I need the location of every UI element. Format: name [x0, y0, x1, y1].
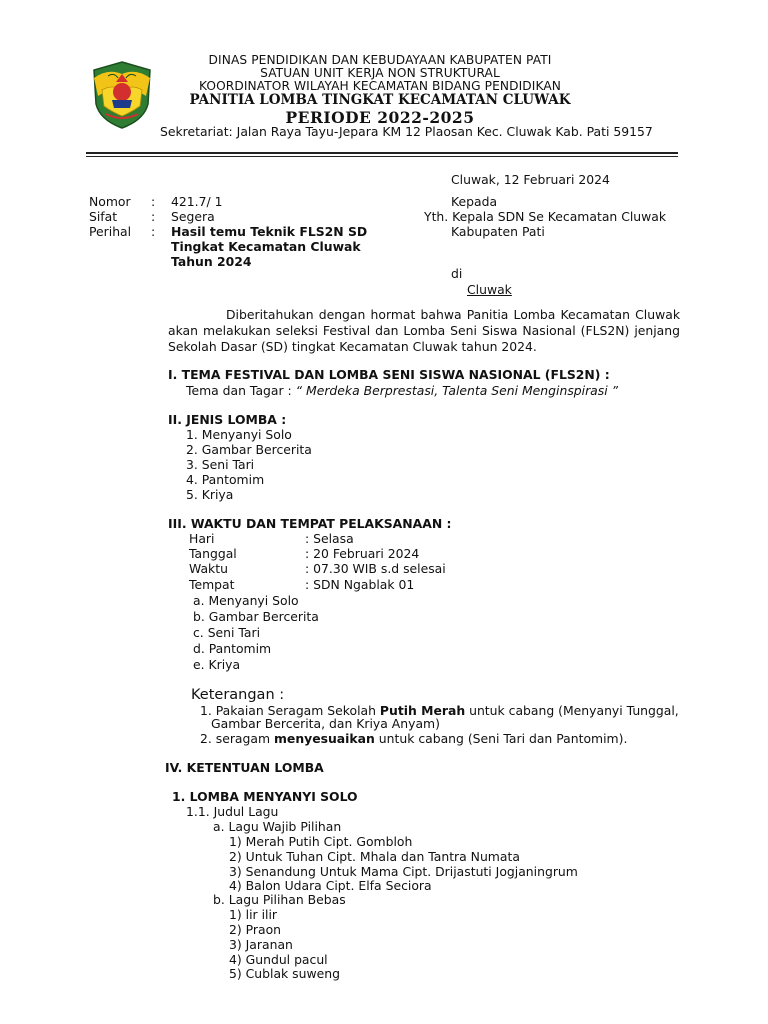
tema-label: Tema dan Tagar :: [186, 383, 296, 398]
keterangan-title: Keterangan :: [191, 687, 285, 703]
section4-sub1: 1. LOMBA MENYANYI SOLO: [172, 789, 358, 804]
list-item: 1) Merah Putih Cipt. Gombloh: [229, 834, 413, 849]
recipient-kab: Kabupaten Pati: [451, 224, 545, 239]
intro-paragraph: Diberitahukan dengan hormat bahwa Panitia Lomba Kecamatan Cluwak akan melakukan seleksi Festival dan Lomba Seni Siswa Nasional (FLS2N) jenjang Sekolah Dasar (SD) tingkat Kecamatan Cluwak tahun 2024.: [168, 307, 680, 354]
perihal-line1: Hasil temu Teknik FLS2N SD: [171, 224, 368, 239]
letterhead-line3: KOORDINATOR WILAYAH KECAMATAN BIDANG PENDIDIKAN: [198, 79, 562, 93]
list-item: a. Menyanyi Solo: [193, 593, 299, 608]
wajib-heading: a. Lagu Wajib Pilihan: [213, 819, 342, 834]
list-item: 3) Jaranan: [229, 937, 293, 952]
list-item: 1) lir ilir: [229, 907, 277, 922]
bebas-heading: b. Lagu Pilihan Bebas: [213, 892, 346, 907]
list-item: 4) Gundul pacul: [229, 952, 328, 967]
list-item: e. Kriya: [193, 657, 241, 672]
nomor-label: Nomor: [89, 194, 131, 209]
tempat-value: : SDN Ngablak 01: [305, 577, 415, 592]
date-place: Cluwak, 12 Februari 2024: [451, 172, 610, 187]
waktu-label: Waktu: [189, 561, 228, 576]
letterhead-address: Sekretariat: Jalan Raya Tayu-Jepara KM 12 Plaosan Kec. Cluwak Kab. Pati 59157: [160, 124, 653, 139]
list-item: d. Pantomim: [193, 641, 272, 656]
sifat-value: Segera: [171, 209, 215, 224]
sifat-label: Sifat: [89, 209, 118, 224]
list-item: c. Seni Tari: [193, 625, 261, 640]
list-item: 3. Seni Tari: [186, 457, 255, 472]
keterangan-item1-bold: Putih Merah: [379, 703, 466, 718]
section4-heading: IV. KETENTUAN LOMBA: [165, 760, 324, 775]
tanggal-value: : 20 Februari 2024: [305, 546, 420, 561]
keterangan-item1-prefix: 1. Pakaian Seragam Sekolah: [200, 703, 380, 718]
list-item: 4) Balon Udara Cipt. Elfa Seciora: [229, 878, 432, 893]
letterhead-title: PANITIA LOMBA TINGKAT KECAMATAN CLUWAK: [189, 92, 571, 108]
keterangan-item2-bold: menyesuaikan: [274, 731, 375, 746]
header-divider-thin: [86, 156, 678, 157]
list-item: 2) Praon: [229, 922, 282, 937]
perihal-line2: Tingkat Kecamatan Cluwak: [171, 239, 361, 254]
list-item: 2. Gambar Bercerita: [186, 442, 312, 457]
tempat-label: Tempat: [189, 577, 235, 592]
sifat-colon: :: [151, 209, 156, 224]
keterangan-item1-line2: Gambar Bercerita, dan Kriya Anyam): [211, 716, 440, 731]
pati-regency-emblem-icon: [88, 60, 156, 130]
recipient-kepada: Kepada: [451, 194, 498, 209]
hari-value: : Selasa: [305, 531, 354, 546]
keterangan-item2: [200, 731, 627, 746]
letterhead-periode: PERIODE 2022-2025: [285, 108, 475, 127]
hari-label: Hari: [189, 531, 215, 546]
waktu-value: : 07.30 WIB s.d selesai: [305, 561, 446, 576]
keterangan-item2-prefix: 2. seragam: [200, 731, 274, 746]
list-item: 1. Menyanyi Solo: [186, 427, 292, 442]
section1-tema: [186, 383, 618, 398]
list-item: 5. Kriya: [186, 487, 234, 502]
section1-heading: I. TEMA FESTIVAL DAN LOMBA SENI SISWA NASIONAL (FLS2N) :: [168, 367, 610, 382]
nomor-colon: :: [151, 194, 156, 209]
letterhead-line1: DINAS PENDIDIKAN DAN KEBUDAYAAN KABUPATEN PATI: [208, 53, 552, 67]
list-item: 2) Untuk Tuhan Cipt. Mhala dan Tantra Numata: [229, 849, 520, 864]
list-item: 3) Senandung Untuk Mama Cipt. Drijastuti Jogjaningrum: [229, 864, 578, 879]
letterhead-line2: SATUAN UNIT KERJA NON STRUKTURAL: [260, 66, 500, 80]
keterangan-item1-suffix: untuk cabang (Menyanyi Tunggal,: [465, 703, 679, 718]
tanggal-label: Tanggal: [189, 546, 237, 561]
list-item: 4. Pantomim: [186, 472, 265, 487]
tema-value: “ Merdeka Berprestasi, Talenta Seni Menginspirasi ”: [295, 383, 619, 398]
header-divider-thick: [86, 152, 678, 154]
recipient-place: Cluwak: [467, 282, 512, 297]
perihal-colon: :: [151, 224, 156, 239]
perihal-line3: Tahun 2024: [171, 254, 252, 269]
nomor-value: 421.7/ 1: [171, 194, 223, 209]
list-item: 5) Cublak suweng: [229, 966, 340, 981]
keterangan-item2-suffix: untuk cabang (Seni Tari dan Pantomim).: [374, 731, 628, 746]
recipient-yth: Yth. Kepala SDN Se Kecamatan Cluwak: [424, 209, 667, 224]
recipient-di: di: [451, 266, 463, 281]
section2-heading: II. JENIS LOMBA :: [168, 412, 287, 427]
section4-sub1-1: 1.1. Judul Lagu: [186, 804, 279, 819]
section3-heading: III. WAKTU DAN TEMPAT PELAKSANAAN :: [168, 516, 452, 531]
list-item: b. Gambar Bercerita: [193, 609, 319, 624]
perihal-label: Perihal: [89, 224, 132, 239]
